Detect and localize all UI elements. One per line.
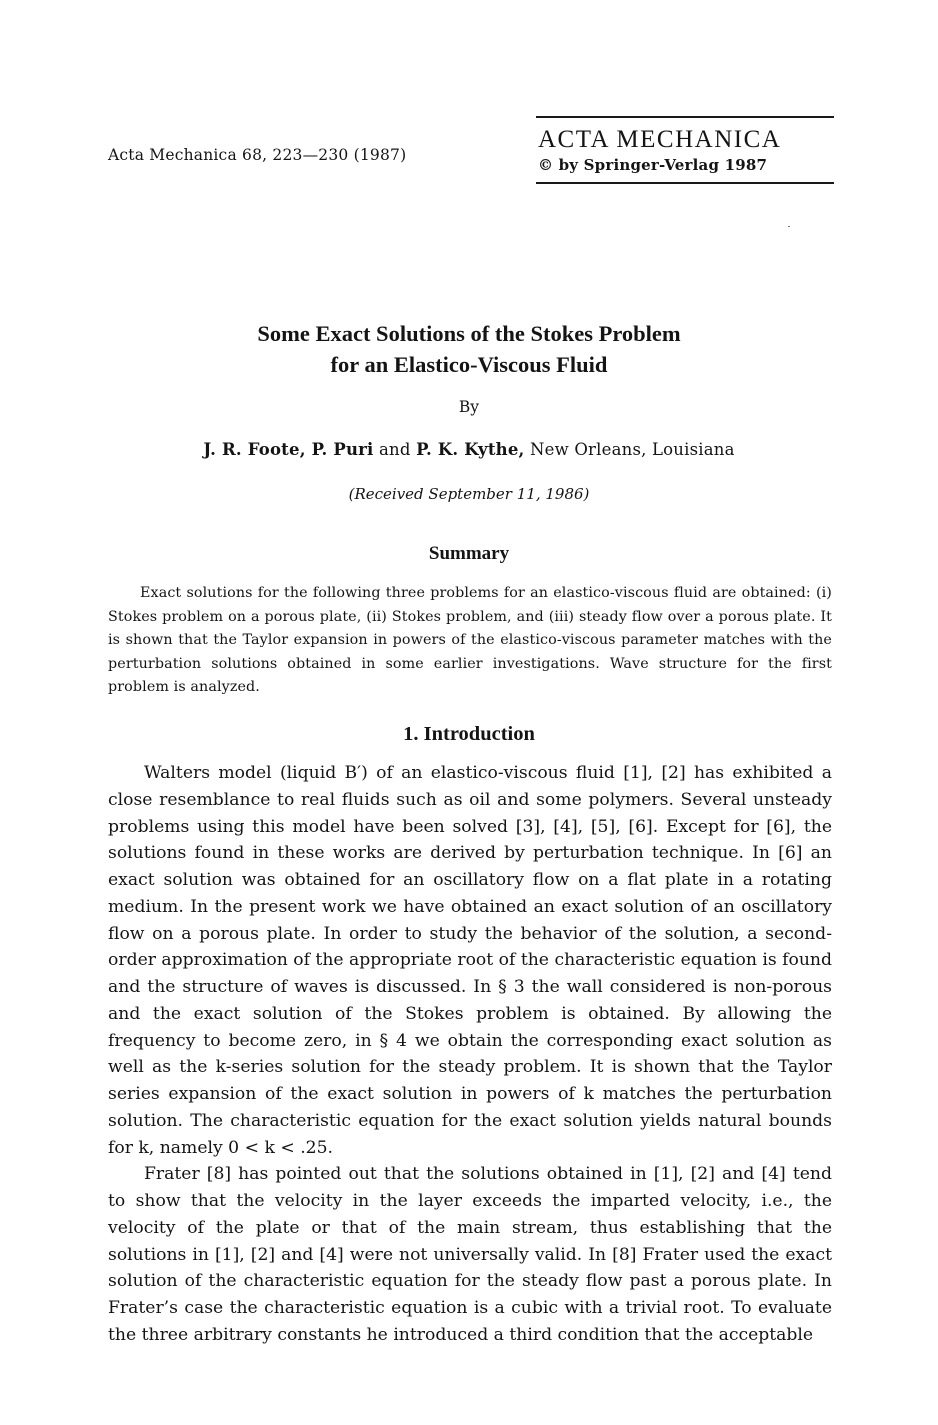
journal-masthead: [536, 116, 834, 184]
introduction-body: [108, 760, 832, 1349]
summary-text: Exact solutions for the following three problems for an elastico-viscous fluid are obtained: (i) Stokes problem on a porous plate, (ii) Stokes problem, and (iii) steady flow over a porous plate. It is shown that the Taylor expansion in powers of the elastico-viscous parameter matches with the perturbation solutions obtained in some earlier investigations. Wave structure for the first problem is analyzed.: [108, 585, 832, 695]
authors-and: and: [373, 440, 417, 459]
authors-location: New Orleans, Louisiana: [524, 440, 735, 459]
received-date: (Received September 11, 1986): [348, 485, 590, 503]
by-line: By: [458, 398, 480, 416]
introduction-paragraph-2: Frater [8] has pointed out that the solutions obtained in [1], [2] and [4] tend to show that the velocity in the layer exceeds the imparted velocity, i.e., the velocity of the plate or that of the main stream, thus establishing that the solutions in [1], [2] and [4] were not universally valid. In [8] Frater used the exact solution of the characteristic equation for the steady flow past a porous plate. In Frater’s case the characteristic equation is a cubic with a trivial root. To evaluate the three arbitrary constants he introduced a third condition that the acceptable: [108, 1164, 832, 1345]
title-line-1: Some Exact Solutions of the Stokes Problem: [257, 321, 681, 346]
authors-secondary: P. K. Kythe,: [416, 440, 525, 459]
author-list: [0, 440, 938, 459]
article-title: [0, 318, 938, 380]
journal-citation: Acta Mechanica 68, 223—230 (1987): [108, 146, 407, 164]
copyright-notice: © by Springer-Verlag 1987: [538, 156, 768, 174]
title-line-2: for an Elastico-Viscous Fluid: [330, 352, 608, 377]
journal-name: ACTA MECHANICA: [538, 126, 782, 153]
introduction-paragraph-1: Walters model (liquid B′) of an elastico-viscous fluid [1], [2] has exhibited a close resemblance to real fluids such as oil and some polymers. Several unsteady problems using this model have been solved [3], [4], [5], [6]. Except for [6], the solutions found in these works are derived by perturbation technique. In [6] an exact solution was obtained for an oscillatory flow on a flat plate in a rotating medium. In the present work we have obtained an exact solution of an oscillatory flow on a porous plate. In order to study the behavior of the solution, a second-order approximation of the appropriate root of the characteristic equation is found and the structure of waves is discussed. In § 3 the wall considered is non-porous and the exact solution of the Stokes problem is obtained. By allowing the frequency to become zero, in § 4 we obtain the corresponding exact solution as well as the k-series solution for the steady problem. It is shown that the Taylor series expansion of the exact solution in powers of k matches the perturbation solution. The characteristic equation for the exact solution yields natural bounds for k, namely 0 < k < .25.: [108, 763, 832, 1158]
authors-primary: J. R. Foote, P. Puri: [203, 440, 374, 459]
summary-heading: Summary: [428, 543, 510, 564]
introduction-heading: 1. Introduction: [403, 723, 535, 745]
scan-speck: [788, 226, 790, 227]
